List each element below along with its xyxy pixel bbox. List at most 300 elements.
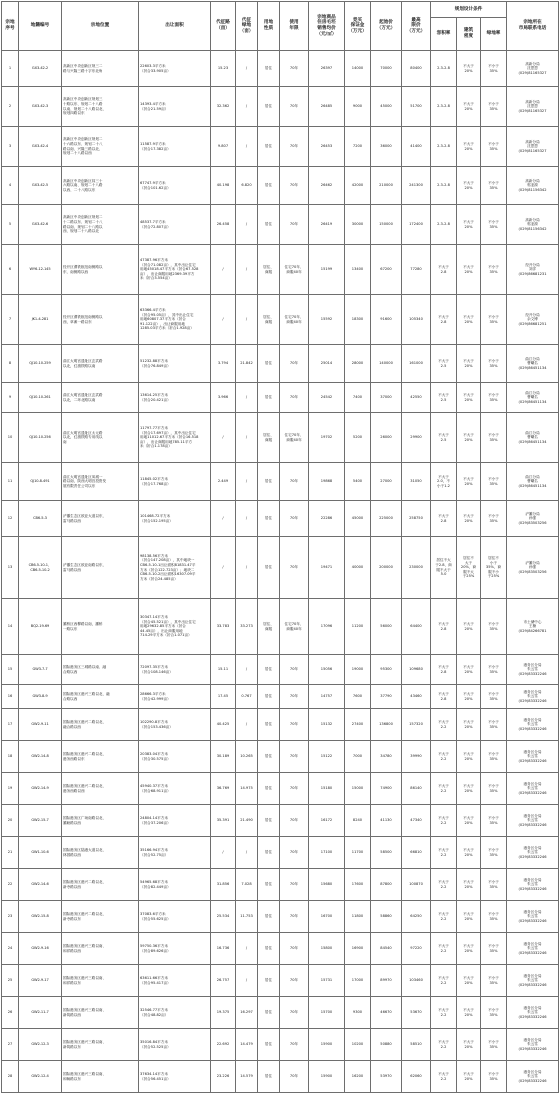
use-cell: 居住	[258, 965, 280, 997]
road-area-cell: 2.449	[211, 463, 236, 501]
density-cell: 不大于 20%	[457, 245, 481, 295]
start-price-cell: 200000	[371, 537, 402, 599]
start-price-cell: 53970	[371, 1061, 402, 1093]
table-row	[2, 463, 559, 501]
contact-cell: 浐灞分局 孙强 (029)83503256	[507, 537, 559, 599]
density-cell: 不大于 20%	[457, 805, 481, 837]
far-cell: 不大于 2.8	[431, 295, 457, 345]
far-cell: 不大于 2.8	[431, 655, 457, 685]
area-cell: 30347.14平方米 （折合45.521亩），其中出让住宅 用地29632.85平方米（折合 44.45亩），出让商服用地 714.29平方米（折合1.071亩）	[139, 599, 211, 655]
start-price-cell: 27000	[371, 463, 402, 501]
far-cell: 不大于 2.2	[431, 805, 457, 837]
far-cell: 2.3-2.8	[431, 127, 457, 167]
contact-cell: 高新分局 沈思思 (029)81165327	[507, 127, 559, 167]
deposit-cell: 7400	[345, 383, 371, 413]
location-cell: 国际港务区港兴三路以南、 和祥路以西	[62, 933, 139, 965]
road-area-cell: 23.226	[211, 1061, 236, 1093]
start-price-cell: 210000	[371, 167, 402, 205]
table-row	[2, 709, 559, 741]
road-area-cell: 36.769	[211, 773, 236, 805]
term-cell: 70年	[280, 773, 309, 805]
contact-cell: 曲江分局 曹曦名 (029)86451134	[507, 413, 559, 463]
term-cell: 住宅70年、 商服40年	[280, 295, 309, 345]
code-cell: CB6-5-3	[19, 501, 62, 537]
contact-cell: 港务区分局 朱云雪 (029)83332246	[507, 685, 559, 709]
term-cell: 70年	[280, 205, 309, 245]
green-rate-cell: 不小于 35%	[481, 741, 507, 773]
far-cell: 不大于 2.2	[431, 709, 457, 741]
seq-cell: 25	[2, 965, 19, 997]
far-cell: 不大于 2.5	[431, 383, 457, 413]
table-row	[2, 295, 559, 345]
term-cell: 70年	[280, 869, 309, 901]
start-price-cell: 74900	[371, 773, 402, 805]
contact-cell: 曲江分局 曹曦名 (029)86451134	[507, 383, 559, 413]
price-cell: 26419	[309, 205, 345, 245]
price-cap-cell: 51700	[402, 87, 431, 127]
contact-cell: 港务区分局 朱云雪 (029)83332246	[507, 901, 559, 933]
location-cell: 国际港务区港兴二路以北、 新寺路以东	[62, 901, 139, 933]
term-cell: 70年	[280, 383, 309, 413]
road-area-cell: 22.692	[211, 1029, 236, 1061]
use-cell: 居住	[258, 345, 280, 383]
location-cell: 国际港务区港兴二路以北、 港务西路以东	[62, 741, 139, 773]
location-cell: 国际港务区港兴二路以北、 融合路以西	[62, 709, 139, 741]
term-cell: 70年	[280, 901, 309, 933]
price-cap-cell: 47340	[402, 805, 431, 837]
start-price-cell: 34780	[371, 741, 402, 773]
price-cell: 15199	[309, 245, 345, 295]
green-area-cell: 14.975	[236, 773, 258, 805]
area-cell: 101468.72平方米 （折合152.195亩）	[139, 501, 211, 537]
code-cell: GW2-9-16	[19, 933, 62, 965]
code-cell: GX3-42-4	[19, 127, 62, 167]
table-row	[2, 685, 559, 709]
start-price-cell: 95300	[371, 655, 402, 685]
term-cell: 70年	[280, 933, 309, 965]
road-area-cell: /	[211, 501, 236, 537]
table-row	[2, 537, 559, 599]
price-cap-cell: 64250	[402, 901, 431, 933]
table-row	[2, 837, 559, 869]
green-rate-cell: 不小于 35%	[481, 869, 507, 901]
road-area-cell: 40.425	[211, 709, 236, 741]
seq-cell: 5	[2, 205, 19, 245]
green-area-cell: /	[236, 127, 258, 167]
seq-cell: 13	[2, 537, 19, 599]
seq-cell: 11	[2, 463, 19, 501]
contact-cell: 高新分局 沈思思 (029)81165327	[507, 51, 559, 87]
area-cell: 54965.68平方米 （折合82.449亩）	[139, 869, 211, 901]
code-cell: BQ2-19-69	[19, 599, 62, 655]
use-cell: 居住、 商服	[258, 599, 280, 655]
seq-cell: 15	[2, 655, 19, 685]
area-cell: 35166.94平方米 （折合52.75亩）	[139, 837, 211, 869]
start-price-cell: 41130	[371, 805, 402, 837]
seq-cell: 2	[2, 87, 19, 127]
contact-cell: 港务区分局 朱云雪 (029)83332246	[507, 805, 559, 837]
far-cell: 不大于 2.2	[431, 997, 457, 1029]
road-area-cell: 16.736	[211, 933, 236, 965]
price-cap-cell: 105340	[402, 295, 431, 345]
start-price-cell: 58500	[371, 837, 402, 869]
seq-cell: 14	[2, 599, 19, 655]
location-cell: 灞桥区西柳路以南，灞桥 一路以东	[62, 599, 139, 655]
term-cell: 70年	[280, 965, 309, 997]
term-cell: 70年	[280, 345, 309, 383]
use-cell: 居住	[258, 805, 280, 837]
location-cell: 高新区中央创新区规划三 十路以东、规划二十八路 以南、规划二十八路以北、 规划四路以东	[62, 87, 139, 127]
code-cell: GW2-9-17	[19, 965, 62, 997]
code-cell: GX3-42-6	[19, 205, 62, 245]
term-cell: 70年	[280, 837, 309, 869]
table-body	[2, 51, 559, 1093]
road-area-cell: 35.391	[211, 805, 236, 837]
deposit-cell: 11800	[345, 901, 371, 933]
start-price-cell: 26000	[371, 413, 402, 463]
location-cell: 曲江大明宫遗址区太元路 以北，红旗铁路专用线以 南	[62, 413, 139, 463]
green-area-cell: 0.767	[236, 685, 258, 709]
contact-cell: 港务区分局 朱云雪 (029)83332246	[507, 709, 559, 741]
green-area-cell: 14.479	[236, 1029, 258, 1061]
table-row	[2, 805, 559, 837]
price-cap-cell: 39990	[402, 741, 431, 773]
start-price-cell: 150000	[371, 205, 402, 245]
start-price-cell: 225000	[371, 501, 402, 537]
deposit-cell: 7200	[345, 127, 371, 167]
table-row	[2, 87, 559, 127]
use-cell: 居住	[258, 463, 280, 501]
price-cell: 15700	[309, 997, 345, 1029]
area-cell: 45940.37平方米 （折合68.911亩）	[139, 773, 211, 805]
green-rate-cell: 不小于 35%	[481, 501, 507, 537]
green-rate-cell: 不小于 35%	[481, 965, 507, 997]
green-rate-cell: 不小于 35%	[481, 933, 507, 965]
density-cell: 不大于 20%	[457, 167, 481, 205]
seq-cell: 20	[2, 805, 19, 837]
price-cap-cell: 77280	[402, 245, 431, 295]
density-cell: 不大于 20%	[457, 1061, 481, 1093]
green-rate-cell: 不小于 35%	[481, 655, 507, 685]
header-code: 地籍编号	[19, 2, 62, 51]
price-cell: 22286	[309, 501, 345, 537]
header-conditions: 规划设计条件	[431, 2, 507, 18]
green-rate-cell: 不小于 35%	[481, 805, 507, 837]
far-cell: 不大于 2.2	[431, 1061, 457, 1093]
term-cell: 70年	[280, 685, 309, 709]
density-cell: 不大于 20%	[457, 1029, 481, 1061]
table-row	[2, 51, 559, 87]
green-area-cell: /	[236, 87, 258, 127]
area-cell: 98138.56平方米 （折合147.208亩），其中地块一 CB6-5-10-1出让面积81831.47平 方米（折合122.723亩）；地块二 CB6-5-10-2出让面积16307.09平 方米（折合24.485亩）	[139, 537, 211, 599]
green-area-cell: /	[236, 245, 258, 295]
density-cell: 不大于 20%	[457, 709, 481, 741]
road-area-cell: 3.794	[211, 345, 236, 383]
deposit-cell: 16900	[345, 933, 371, 965]
deposit-cell: 8240	[345, 805, 371, 837]
green-area-cell: 10.265	[236, 741, 258, 773]
seq-cell: 3	[2, 127, 19, 167]
area-cell: 48537.7平方米 （折合72.807亩）	[139, 205, 211, 245]
use-cell: 居住	[258, 773, 280, 805]
start-price-cell: 37000	[371, 383, 402, 413]
density-cell: 不大于 20%	[457, 869, 481, 901]
green-rate-cell: 不小于 35%	[481, 463, 507, 501]
code-cell: GW2-9-11	[19, 709, 62, 741]
use-cell: 居住	[258, 51, 280, 87]
contact-cell: 港务区分局 朱云雪 (029)83332246	[507, 741, 559, 773]
start-price-cell: 91600	[371, 295, 402, 345]
table-row	[2, 869, 559, 901]
deposit-cell: 13400	[345, 245, 371, 295]
start-price-cell: 46670	[371, 997, 402, 1029]
density-cell: 不大于 20%	[457, 127, 481, 167]
seq-cell: 21	[2, 837, 19, 869]
far-cell: 居住不大 于2.8、商 服不大于 5.0	[431, 537, 457, 599]
density-cell: 不大于 20%	[457, 933, 481, 965]
term-cell: 70年	[280, 709, 309, 741]
deposit-cell: 17600	[345, 869, 371, 901]
use-cell: 居住	[258, 1029, 280, 1061]
term-cell: 70年	[280, 501, 309, 537]
location-cell: 浐灞生态区欧亚大道以东， 雷马路以西	[62, 501, 139, 537]
seq-cell: 19	[2, 773, 19, 805]
price-cap-cell: 42550	[402, 383, 431, 413]
price-cap-cell: 58510	[402, 1029, 431, 1061]
road-area-cell: 19.375	[211, 997, 236, 1029]
green-area-cell: /	[236, 413, 258, 463]
code-cell: GW3-7-7	[19, 655, 62, 685]
price-cap-cell: 29900	[402, 413, 431, 463]
location-cell: 高新区中央创新区规划二 十六路以东、规划二十八 路以南、兴隆三路以北、 规划二十八路以西	[62, 127, 139, 167]
code-cell: GW2-15-8	[19, 901, 62, 933]
area-cell: 11587.9平方米 （折合17.382亩）	[139, 127, 211, 167]
price-cap-cell: 64400	[402, 599, 431, 655]
contact-cell: 港务区分局 朱云雪 (029)83332246	[507, 965, 559, 997]
road-area-cell: /	[211, 413, 236, 463]
price-cap-cell: 43460	[402, 685, 431, 709]
green-area-cell: /	[236, 837, 258, 869]
density-cell: 不大于 20%	[457, 345, 481, 383]
green-area-cell: 14.579	[236, 1061, 258, 1093]
green-area-cell: /	[236, 205, 258, 245]
far-cell: 不大于 2.0，不 小于1.2	[431, 463, 457, 501]
density-cell: 不大于 20%	[457, 773, 481, 805]
price-cell: 26453	[309, 127, 345, 167]
header-deposit: 竞买 保证金 （万元）	[345, 2, 371, 51]
price-cell: 17100	[309, 837, 345, 869]
term-cell: 住宅70年、 商服40年	[280, 599, 309, 655]
contact-cell: 高新分局 郭亚源 (029)81156342	[507, 205, 559, 245]
seq-cell: 24	[2, 933, 19, 965]
price-cap-cell: 41400	[402, 127, 431, 167]
term-cell: 70年	[280, 741, 309, 773]
table-row	[2, 655, 559, 685]
area-cell: 37634.14平方米 （折合56.451亩）	[139, 1061, 211, 1093]
density-cell: 居住不 大于 20%，商 服不大 于25%	[457, 537, 481, 599]
area-cell: 11797.77平方米 （折合17.697亩），其中出让住宅 用地11012.67平方米（折合16.518 亩），出让商服用地785.11平方 米（折合1.178亩）	[139, 413, 211, 463]
header-road-area: 代征路 （亩）	[211, 2, 236, 51]
use-cell: 居住	[258, 741, 280, 773]
use-cell: 居住	[258, 869, 280, 901]
term-cell: 70年	[280, 805, 309, 837]
price-cell: 15122	[309, 741, 345, 773]
code-cell: GW2-12-3	[19, 1029, 62, 1061]
contact-cell: 港务区分局 朱云雪 (029)83332246	[507, 1061, 559, 1093]
area-cell: 37083.6平方米 （折合55.625亩）	[139, 901, 211, 933]
use-cell: 居住	[258, 933, 280, 965]
start-price-cell: 140000	[371, 345, 402, 383]
far-cell: 不大于 2.2	[431, 741, 457, 773]
code-cell: QJ10-8-491	[19, 463, 62, 501]
header-use: 用地 性质	[258, 2, 280, 51]
table-row	[2, 741, 559, 773]
start-price-cell: 136800	[371, 709, 402, 741]
area-cell: 14393.4平方米 （折合21.59亩）	[139, 87, 211, 127]
price-cell: 17096	[309, 599, 345, 655]
use-cell: 居住、 商服	[258, 295, 280, 345]
seq-cell: 1	[2, 51, 19, 87]
term-cell: 70年	[280, 1029, 309, 1061]
seq-cell: 18	[2, 741, 19, 773]
road-area-cell: 9.807	[211, 127, 236, 167]
green-rate-cell: 不小于 35%	[481, 901, 507, 933]
header-density: 建筑 密度	[457, 18, 481, 51]
location-cell: 国际港务区三城路以南、融 合路以西	[62, 655, 139, 685]
price-cap-cell: 172400	[402, 205, 431, 245]
code-cell: GW2-15-7	[19, 805, 62, 837]
start-price-cell: 67200	[371, 245, 402, 295]
use-cell: 居住	[258, 167, 280, 205]
road-area-cell: 25.534	[211, 901, 236, 933]
area-cell: 63611.66平方米 （折合95.417亩）	[139, 965, 211, 997]
location-cell: 高新区中央创新区规划二 十二路以东、规划二十八 路以南、规划二十八路以 西、规划二十八路以北	[62, 205, 139, 245]
code-cell: WY6-12-145	[19, 245, 62, 295]
seq-cell: 22	[2, 869, 19, 901]
header-row-1	[2, 2, 559, 18]
far-cell: 不大于 2.5	[431, 345, 457, 383]
price-cell: 26397	[309, 51, 345, 87]
area-cell: 51232.88平方米 （折合76.849亩）	[139, 345, 211, 383]
density-cell: 不大于 20%	[457, 383, 481, 413]
seq-cell: 7	[2, 295, 19, 345]
term-cell: 住宅70年、 商服40年	[280, 413, 309, 463]
location-cell: 国际港务区港兴三路以北、融 合路以西	[62, 685, 139, 709]
contact-cell: 港务区分局 朱云雪 (029)83332246	[507, 655, 559, 685]
deposit-cell: 11200	[345, 599, 371, 655]
price-cap-cell: 258750	[402, 501, 431, 537]
header-far: 容积率	[431, 18, 457, 51]
seq-cell: 12	[2, 501, 19, 537]
density-cell: 不大于 20%	[457, 965, 481, 997]
start-price-cell: 89970	[371, 965, 402, 997]
use-cell: 居住、 商服	[258, 413, 280, 463]
density-cell: 不大于 20%	[457, 501, 481, 537]
contact-cell: 港务区分局 朱云雪 (029)83332246	[507, 1029, 559, 1061]
start-price-cell: 45000	[371, 87, 402, 127]
use-cell: 居住	[258, 127, 280, 167]
code-cell: GW2-14-9	[19, 773, 62, 805]
header-area: 出让面积	[139, 2, 211, 51]
price-cell: 15132	[309, 709, 345, 741]
green-rate-cell: 不小于 35%	[481, 345, 507, 383]
seq-cell: 23	[2, 901, 19, 933]
green-area-cell: 7.028	[236, 869, 258, 901]
table-row	[2, 965, 559, 997]
density-cell: 不大于 20%	[457, 599, 481, 655]
far-cell: 不大于 2.8	[431, 245, 457, 295]
green-rate-cell: 不小于 35%	[481, 773, 507, 805]
price-cell: 25014	[309, 345, 345, 383]
green-rate-cell: 不小于 35%	[481, 87, 507, 127]
header-location: 宗地位置	[62, 2, 139, 51]
code-cell: QJ10-10-256	[19, 413, 62, 463]
deposit-cell: 28000	[345, 345, 371, 383]
start-price-cell: 36000	[371, 127, 402, 167]
green-area-cell: 11.753	[236, 901, 258, 933]
density-cell: 不大于 20%	[457, 997, 481, 1029]
area-cell: 59750.36平方米 （折合89.626亩）	[139, 933, 211, 965]
price-cell: 19471	[309, 537, 345, 599]
density-cell: 不大于 20%	[457, 413, 481, 463]
deposit-cell: 15000	[345, 773, 371, 805]
green-rate-cell: 不小于 35%	[481, 685, 507, 709]
green-rate-cell: 不小于 35%	[481, 295, 507, 345]
green-area-cell: /	[236, 295, 258, 345]
price-cap-cell: 31050	[402, 463, 431, 501]
code-cell: GW2-14-6	[19, 869, 62, 901]
deposit-cell: 27400	[345, 709, 371, 741]
use-cell: 居住	[258, 655, 280, 685]
use-cell: 居住	[258, 901, 280, 933]
deposit-cell: 18300	[345, 295, 371, 345]
table-row	[2, 933, 559, 965]
price-cell: 14757	[309, 685, 345, 709]
area-cell: 72097.35平方米 （折合108.146亩）	[139, 655, 211, 685]
price-cell: 15592	[309, 295, 345, 345]
green-area-cell: 16.297	[236, 997, 258, 1029]
density-cell: 不大于 20%	[457, 51, 481, 87]
green-area-cell: 21.490	[236, 805, 258, 837]
area-cell: 47387.96平方米 （折合71.082亩），其中出让住宅 用地45018.47平方米（折合67.528 亩），出让商服用地2369.39平方 米（折合3.554亩）	[139, 245, 211, 295]
table-row	[2, 773, 559, 805]
green-area-cell: /	[236, 655, 258, 685]
table-row	[2, 413, 559, 463]
price-cell: 19868	[309, 463, 345, 501]
far-cell: 不大于 2.2	[431, 901, 457, 933]
start-price-cell: 58860	[371, 901, 402, 933]
green-area-cell: /	[236, 965, 258, 997]
contact-cell: 经开分局 余文博 (029)86681251	[507, 295, 559, 345]
price-cell: 16700	[309, 901, 345, 933]
deposit-cell: 11700	[345, 837, 371, 869]
table-row	[2, 1061, 559, 1093]
location-cell: 曲江大明宫遗址区玄武路 以北，红旗铁路以南	[62, 345, 139, 383]
location-cell: 经开区渭铁枢纽南侧路以 东、南侧路以西	[62, 245, 139, 295]
deposit-cell: 7600	[345, 685, 371, 709]
area-cell: 28666.3平方米 （折合42.999亩）	[139, 685, 211, 709]
table-row	[2, 501, 559, 537]
deposit-cell: 10200	[345, 1029, 371, 1061]
density-cell: 不大于 20%	[457, 463, 481, 501]
green-rate-cell: 不小于 35%	[481, 709, 507, 741]
green-rate-cell: 不小于 35%	[481, 51, 507, 87]
contact-cell: 高新分局 沈思思 (029)81165327	[507, 87, 559, 127]
green-area-cell: 33.273	[236, 599, 258, 655]
road-area-cell: 26.757	[211, 965, 236, 997]
use-cell: 居住	[258, 685, 280, 709]
use-cell: 居住	[258, 537, 280, 599]
